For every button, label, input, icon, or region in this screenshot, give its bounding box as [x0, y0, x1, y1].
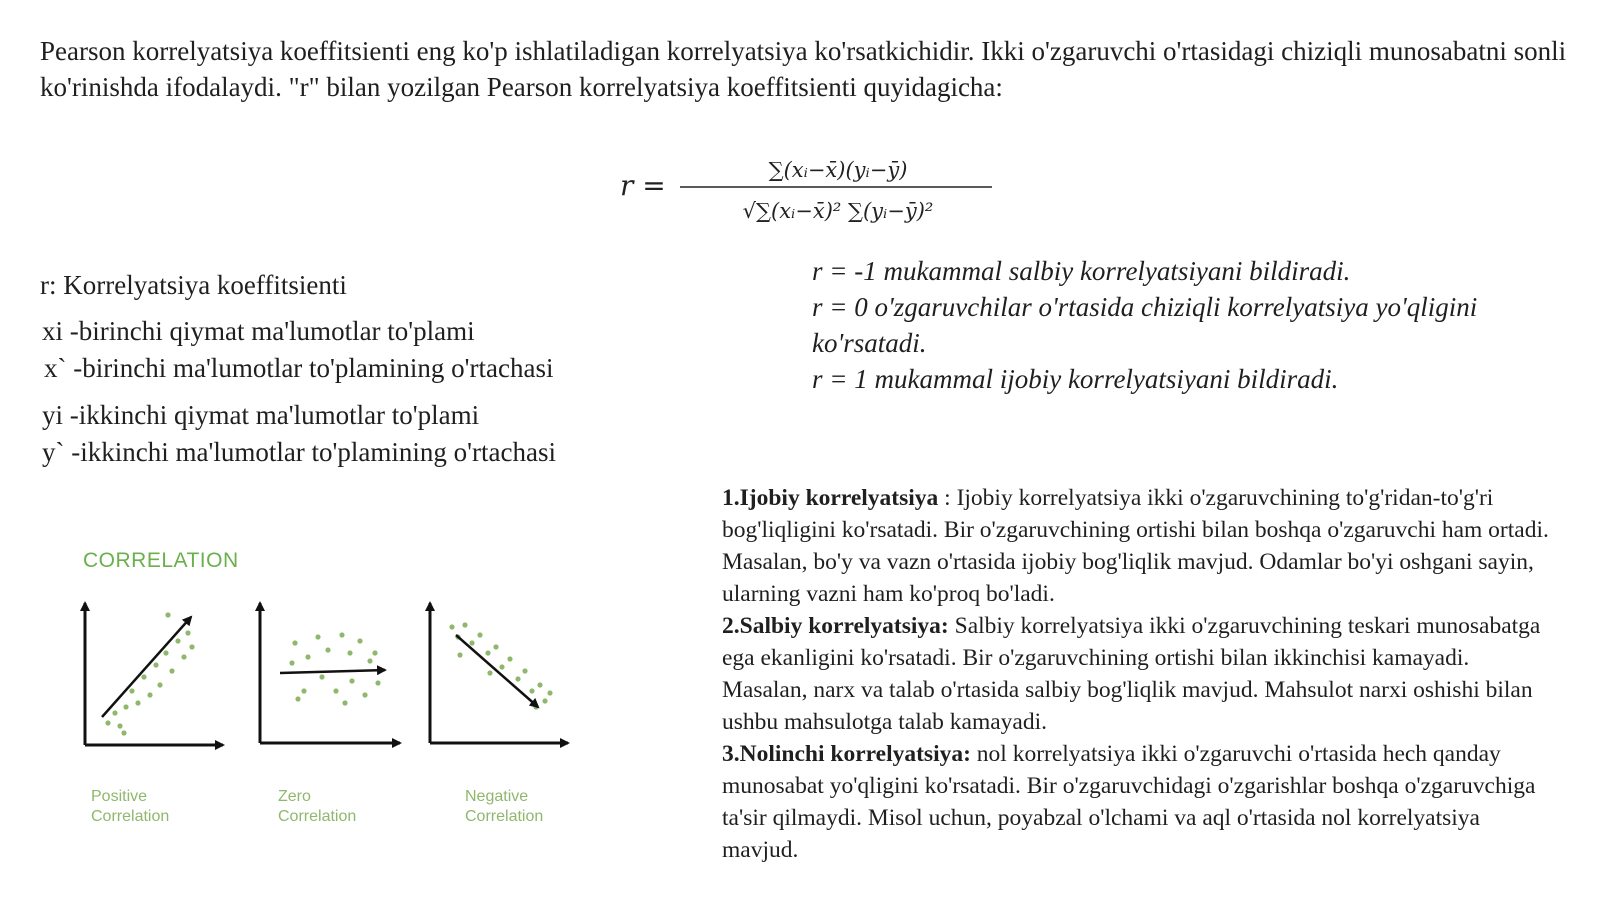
explanation-positive	[722, 482, 1552, 610]
zero-correlation-plot	[260, 603, 400, 743]
explanation-negative	[722, 610, 1552, 738]
correlation-illustrations	[60, 595, 600, 770]
formula-lhs: r =	[620, 169, 666, 202]
scatter-points	[105, 612, 194, 735]
caption-negative	[465, 787, 543, 827]
definition-item: y` -ikkinchi ma'lumotlar to'plamining o'rtachasi	[42, 437, 556, 467]
caption-line: Correlation	[465, 808, 544, 825]
caption-zero	[278, 787, 356, 827]
explanation-text: : Ijobiy korrelyatsiya ikki o'zgaruvchining to'g'ridan-to'g'ri bog'liqligini ko'rsatadi. Bir o'zgaruvchining ortishi bilan boshqa o'zgaruvchi ham ortadi. Masalan, bo'y va vazn o'rtasida ijobiy bog'liqlik mavjud. Odamlar bo'yi oshgani sayin, ularning vazni ham ko'proq bo'ladi.	[722, 485, 1549, 607]
explanation-heading: 3.Nolinchi korrelyatsiya:	[722, 741, 971, 767]
pearson-formula	[618, 150, 998, 230]
scatter-points	[289, 632, 380, 705]
positive-correlation-plot	[85, 603, 223, 745]
trend-arrow	[280, 670, 385, 673]
r-value-item: r = -1 mukammal salbiy korrelyatsiyani bildiradi.	[812, 256, 1351, 286]
explanation-heading: 1.Ijobiy korrelyatsiya	[722, 485, 939, 511]
correlation-figure-title: CORRELATION	[83, 549, 239, 572]
caption-line: Correlation	[278, 808, 357, 825]
definition-item: yi -ikkinchi qiymat ma'lumotlar to'plami	[42, 400, 480, 430]
trend-arrow	[102, 617, 191, 717]
r-value-item: r = 1 mukammal ijobiy korrelyatsiyani bildiradi.	[812, 364, 1339, 394]
r-values-list	[812, 253, 1572, 397]
explanation-zero	[722, 738, 1552, 866]
caption-line: Negative	[465, 788, 529, 805]
formula-denominator: √∑(xᵢ−x̄)² ∑(yᵢ−ȳ)²	[742, 199, 934, 223]
scatter-points	[449, 622, 552, 709]
definition-item: xi -birinchi qiymat ma'lumotlar to'plami	[42, 316, 475, 346]
correlation-explanations	[722, 482, 1552, 866]
explanation-text: nol korrelyatsiya ikki o'zgaruvchi o'rtasida hech qanday munosabat yo'qligini ko'rsatadi. Bir o'zgaruvchidagi o'zgarishlar boshqa o'zgaruvchiga ta'sir qilmaydi. Misol uchun, poyabzal o'lchami va aql o'rtasida nol korrelyatsiya mavjud.	[722, 741, 1536, 863]
caption-positive	[91, 787, 169, 827]
negative-correlation-plot	[430, 603, 568, 743]
intro-paragraph: Pearson korrelyatsiya koeffitsienti eng ko'p ishlatiladigan korrelyatsiya ko'rsatkichidir. Ikki o'zgaruvchi o'rtasidagi chiziqli munosabatni sonli ko'rinishda ifodalaydi. "r" bilan yozilgan Pearson korrelyatsiya koeffitsienti quyidagicha:	[40, 36, 1567, 102]
explanation-text: Salbiy korrelyatsiya ikki o'zgaruvchining teskari munosabatga ega ekanligini ko'rsatadi. Bir o'zgaruvchining ortishi bilan ikkinchisi kamayadi. Masalan, narx va talab o'rtasida salbiy bog'liqlik mavjud. Mahsulot narxi oshishi bilan ushbu mahsulotga talab kamayadi.	[722, 613, 1541, 735]
r-value-item: r = 0 o'zgaruvchilar o'rtasida chiziqli korrelyatsiya yo'qligini ko'rsatadi.	[812, 292, 1478, 358]
caption-line: Zero	[278, 788, 311, 805]
definition-item: x` -birinchi ma'lumotlar to'plamining o'rtachasi	[44, 353, 554, 383]
definition-item: r: Korrelyatsiya koeffitsienti	[40, 270, 347, 300]
formula-numerator: ∑(xᵢ−x̄)(yᵢ−ȳ)	[768, 158, 908, 182]
explanation-heading: 2.Salbiy korrelyatsiya:	[722, 613, 949, 639]
caption-line: Positive	[91, 788, 148, 805]
caption-line: Correlation	[91, 808, 170, 825]
